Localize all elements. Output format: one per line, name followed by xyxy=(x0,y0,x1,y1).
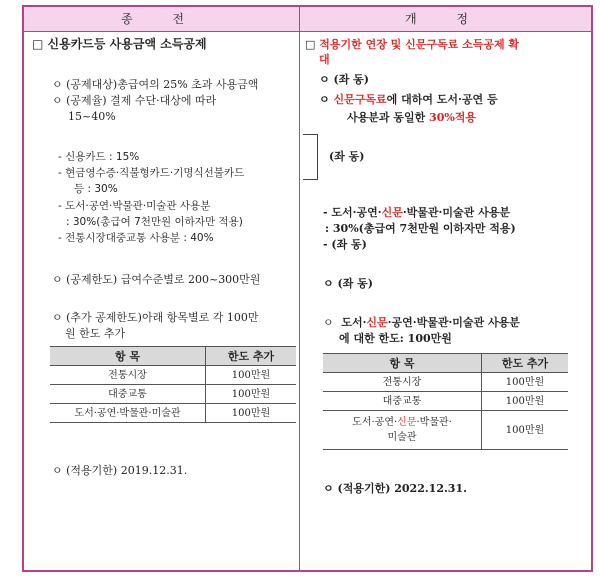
table-header: 항 목 xyxy=(323,354,482,373)
bullet-icon: ㅇ xyxy=(52,94,63,107)
before-item-rate-range: 15~40% xyxy=(68,110,116,123)
highlight-text: 30%적용 xyxy=(429,111,477,124)
after-newspaper xyxy=(319,92,498,107)
before-limit xyxy=(52,272,260,287)
highlight-text: 신문 xyxy=(381,206,403,219)
rate-culture-value: : 30%(총급여 7천만원 이하자만 적용) xyxy=(66,216,243,228)
highlight-text: 신문구독료 xyxy=(333,93,387,106)
cell: 100만원 xyxy=(482,373,569,392)
after-deadline xyxy=(323,481,467,496)
item-text: (공제율) 결제 수단·대상에 따라 xyxy=(66,94,217,107)
table-header: 항 목 xyxy=(50,347,206,366)
table-row xyxy=(50,385,296,404)
before-item-target xyxy=(52,77,258,92)
table-row xyxy=(323,392,568,411)
text: 에 대하여 도서·공연 등 xyxy=(386,93,498,106)
highlight-text: 신문 xyxy=(397,417,417,428)
cell: 100만원 xyxy=(482,392,569,411)
before-extra-limit xyxy=(52,310,258,325)
text: ·박물관·미술관 사용분 xyxy=(402,206,510,219)
column-divider xyxy=(299,7,300,570)
cell: 100만원 xyxy=(482,411,569,450)
header-before: 종 전 xyxy=(24,7,299,32)
rate-cash: - 현금영수증·직불형카드·기명식선불카드 xyxy=(58,167,245,179)
after-same-2 xyxy=(323,276,373,291)
bullet-icon: ㅇ xyxy=(323,482,334,495)
table-row xyxy=(323,373,568,392)
checkbox-icon: □ xyxy=(305,38,316,51)
after-title xyxy=(305,37,519,52)
bullet-icon: ㅇ xyxy=(323,277,334,290)
after-rate-culture xyxy=(323,205,510,220)
bullet-icon: ㅇ xyxy=(52,311,63,324)
extra-text: (추가 공제한도)아래 항목별로 각 100만 xyxy=(66,311,259,324)
bullet-icon: ㅇ xyxy=(319,93,330,106)
table-row xyxy=(50,404,296,423)
after-limit-table xyxy=(323,353,568,450)
bullet-icon: ㅇ xyxy=(52,464,63,477)
after-bracket-same: (좌 동) xyxy=(329,150,365,163)
after-limit-2: 에 대한 한도: 100만원 xyxy=(339,332,452,345)
limit-text: (공제한도) 급여수준별로 200~300만원 xyxy=(66,273,261,286)
text: - 도서·공연· xyxy=(323,206,382,219)
rate-culture: - 도서·공연·박물관·미술관 사용분 xyxy=(58,200,211,212)
after-rate-same: - (좌 동) xyxy=(323,238,367,251)
highlight-text: 신문 xyxy=(366,316,388,329)
before-title-text: 신용카드등 사용금액 소득공제 xyxy=(47,37,207,51)
bracket-icon xyxy=(303,134,318,180)
comparison-table xyxy=(22,5,593,572)
cell xyxy=(323,411,482,450)
header-after: 개 정 xyxy=(300,7,591,32)
text: 도서· xyxy=(341,316,367,329)
after-title-text: 적용기한 연장 및 신문구독료 소득공제 확 xyxy=(319,38,520,51)
after-rate-culture-2: : 30%(총급여 7천만원 이하자만 적용) xyxy=(325,222,516,235)
cell: 전통시장 xyxy=(50,366,206,385)
cell: 100만원 xyxy=(206,404,297,423)
after-limit xyxy=(323,315,520,330)
table-row xyxy=(323,411,568,450)
deadline-text: (적용기한) 2022.12.31. xyxy=(337,482,467,495)
bullet-icon: ㅇ xyxy=(319,73,330,86)
before-limit-table xyxy=(50,346,296,423)
before-title xyxy=(32,37,207,52)
rate-market: - 전통시장대중교통 사용분 : 40% xyxy=(58,232,214,244)
checkbox-icon: □ xyxy=(32,37,44,51)
text: ·박물관· xyxy=(416,417,452,428)
cell: 대중교통 xyxy=(50,385,206,404)
rate-cash-value: 등 : 30% xyxy=(74,183,118,195)
before-item-rate xyxy=(52,93,216,108)
after-same-1 xyxy=(319,72,369,87)
after-title-2: 대 xyxy=(319,53,330,66)
same-text: (좌 동) xyxy=(337,277,373,290)
cell: 대중교통 xyxy=(323,392,482,411)
before-deadline xyxy=(52,463,187,478)
item-text: (공제대상)총급여의 25% 초과 사용금액 xyxy=(66,78,259,91)
text: 도서·공연· xyxy=(352,417,398,428)
bullet-icon: ㅇ xyxy=(52,78,63,91)
after-newspaper-2 xyxy=(347,110,476,125)
table-header: 한도 추가 xyxy=(206,347,297,366)
bullet-icon: ㅇ xyxy=(52,273,63,286)
cell: 전통시장 xyxy=(323,373,482,392)
text: 미술관 xyxy=(387,432,417,443)
text: 사용분과 동일한 xyxy=(347,111,430,124)
table-row xyxy=(50,366,296,385)
before-extra-limit-2: 원 한도 추가 xyxy=(65,327,126,340)
rate-credit: - 신용카드 : 15% xyxy=(58,151,140,163)
bullet-icon: ㅇ xyxy=(323,316,334,329)
cell: 도서·공연·박물관·미술관 xyxy=(50,404,206,423)
text: ·공연·박물관·미술관 사용분 xyxy=(387,316,520,329)
table-header: 한도 추가 xyxy=(482,354,569,373)
cell: 100만원 xyxy=(206,385,297,404)
deadline-text: (적용기한) 2019.12.31. xyxy=(66,464,188,477)
same-text: (좌 동) xyxy=(333,73,369,86)
cell: 100만원 xyxy=(206,366,297,385)
